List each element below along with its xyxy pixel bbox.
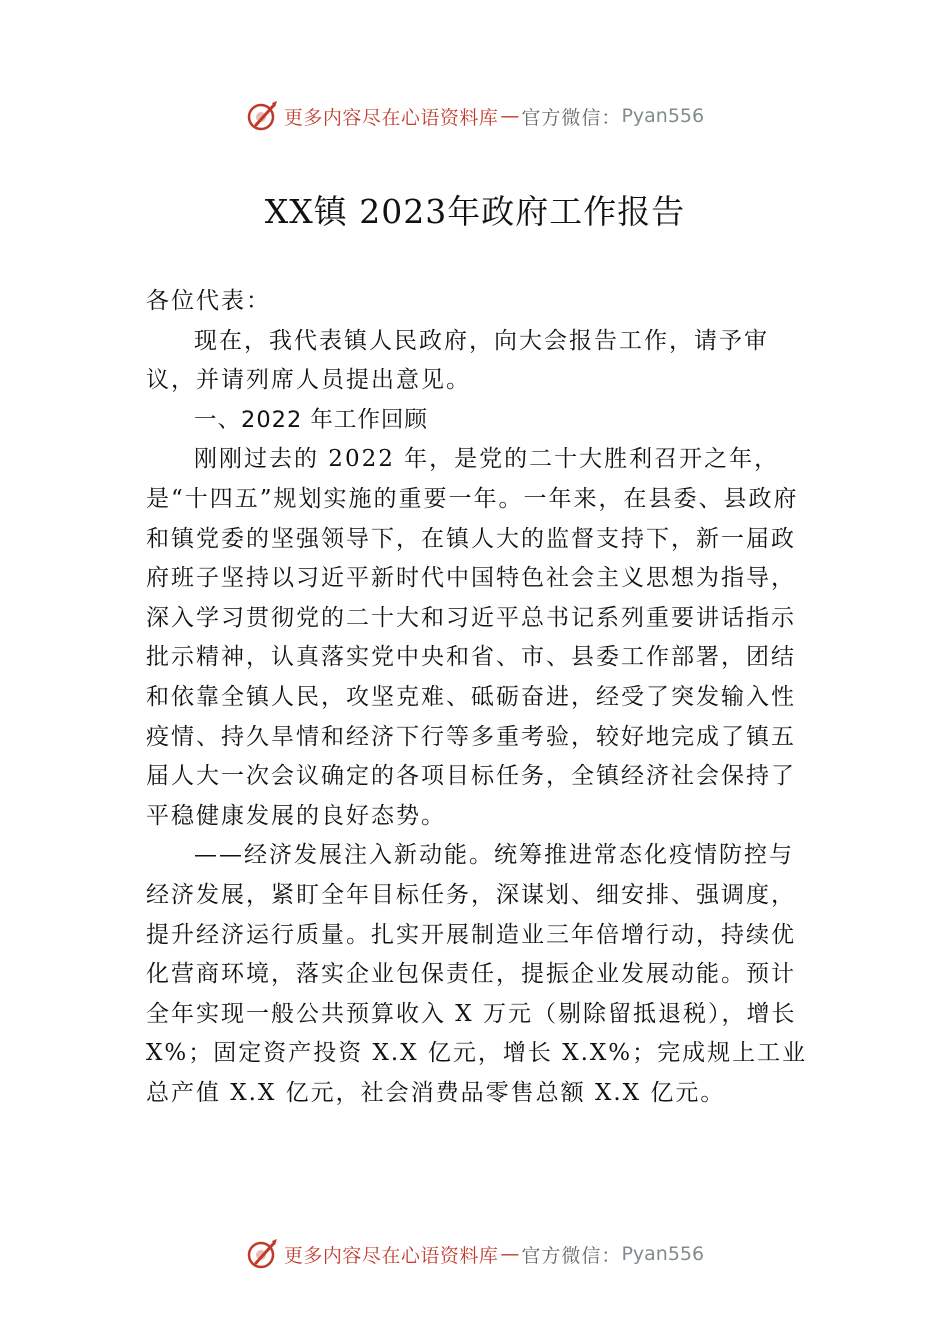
brush-logo-icon [246, 1237, 280, 1271]
section-heading: 一、2022 年工作回顾 [194, 406, 428, 433]
watermark-wechat-id: Pyan556 [621, 1243, 705, 1265]
intro-paragraph: 现在，我代表镇人民政府，向大会报告工作，请予审议，并请列席人员提出意见。 [146, 327, 769, 394]
review-paragraph: 刚刚过去的 2022 年，是党的二十大胜利召开之年，是“十四五”规划实施的重要一年。一年来，在县委、县政府和镇党委的坚强领导下，在镇人大的监督支持下，新一届政府班子坚持以习近平新时代中国特色社会主义思想为指导，深入学习贯彻党的二十大和习近平总书记系列重要讲话指示批示精神，认真落实党中央和省、市、县委工作部署，团结和依靠全镇人民，攻坚克难、砥砺奋进，经受了突发输入性疫情、持久旱情和经济下行等多重考验，较好地完成了镇五届人大一次会议确定的各项目标任务，全镇经济社会保持了平稳健康发展的良好态势。 [146, 446, 799, 829]
watermark-wechat-id: Pyan556 [621, 105, 705, 127]
watermark-brand: 更多内容尽在心语资料库 [283, 106, 499, 129]
watermark-header [0, 96, 950, 136]
salutation: 各位代表： [146, 288, 271, 314]
watermark-footer [0, 1234, 950, 1274]
document-body [146, 282, 816, 1113]
watermark-separator: — [500, 105, 520, 127]
document-title: XX镇 2023年政府工作报告 [264, 192, 686, 231]
watermark-wechat-label: 官方微信： [521, 1244, 622, 1267]
watermark-brand: 更多内容尽在心语资料库 [283, 1244, 499, 1267]
watermark-wechat-label: 官方微信： [521, 106, 622, 129]
brush-logo-icon [246, 99, 280, 133]
economy-paragraph: ——经济发展注入新动能。统筹推进常态化疫情防控与经济发展，紧盯全年目标任务，深谋划、细安排、强调度，提升经济运行质量。扎实开展制造业三年倍增行动，持续优化营商环境，落实企业包保责任，提振企业发展动能。预计全年实现一般公共预算收入 X 万元（剔除留抵退税），增长X%；固定资产投资 X.X 亿元，增长 X.X%；完成规上工业总产值 X.X 亿元，社会消费品零售总额 X.X 亿元。 [146, 842, 808, 1106]
watermark-separator: — [500, 1243, 520, 1265]
